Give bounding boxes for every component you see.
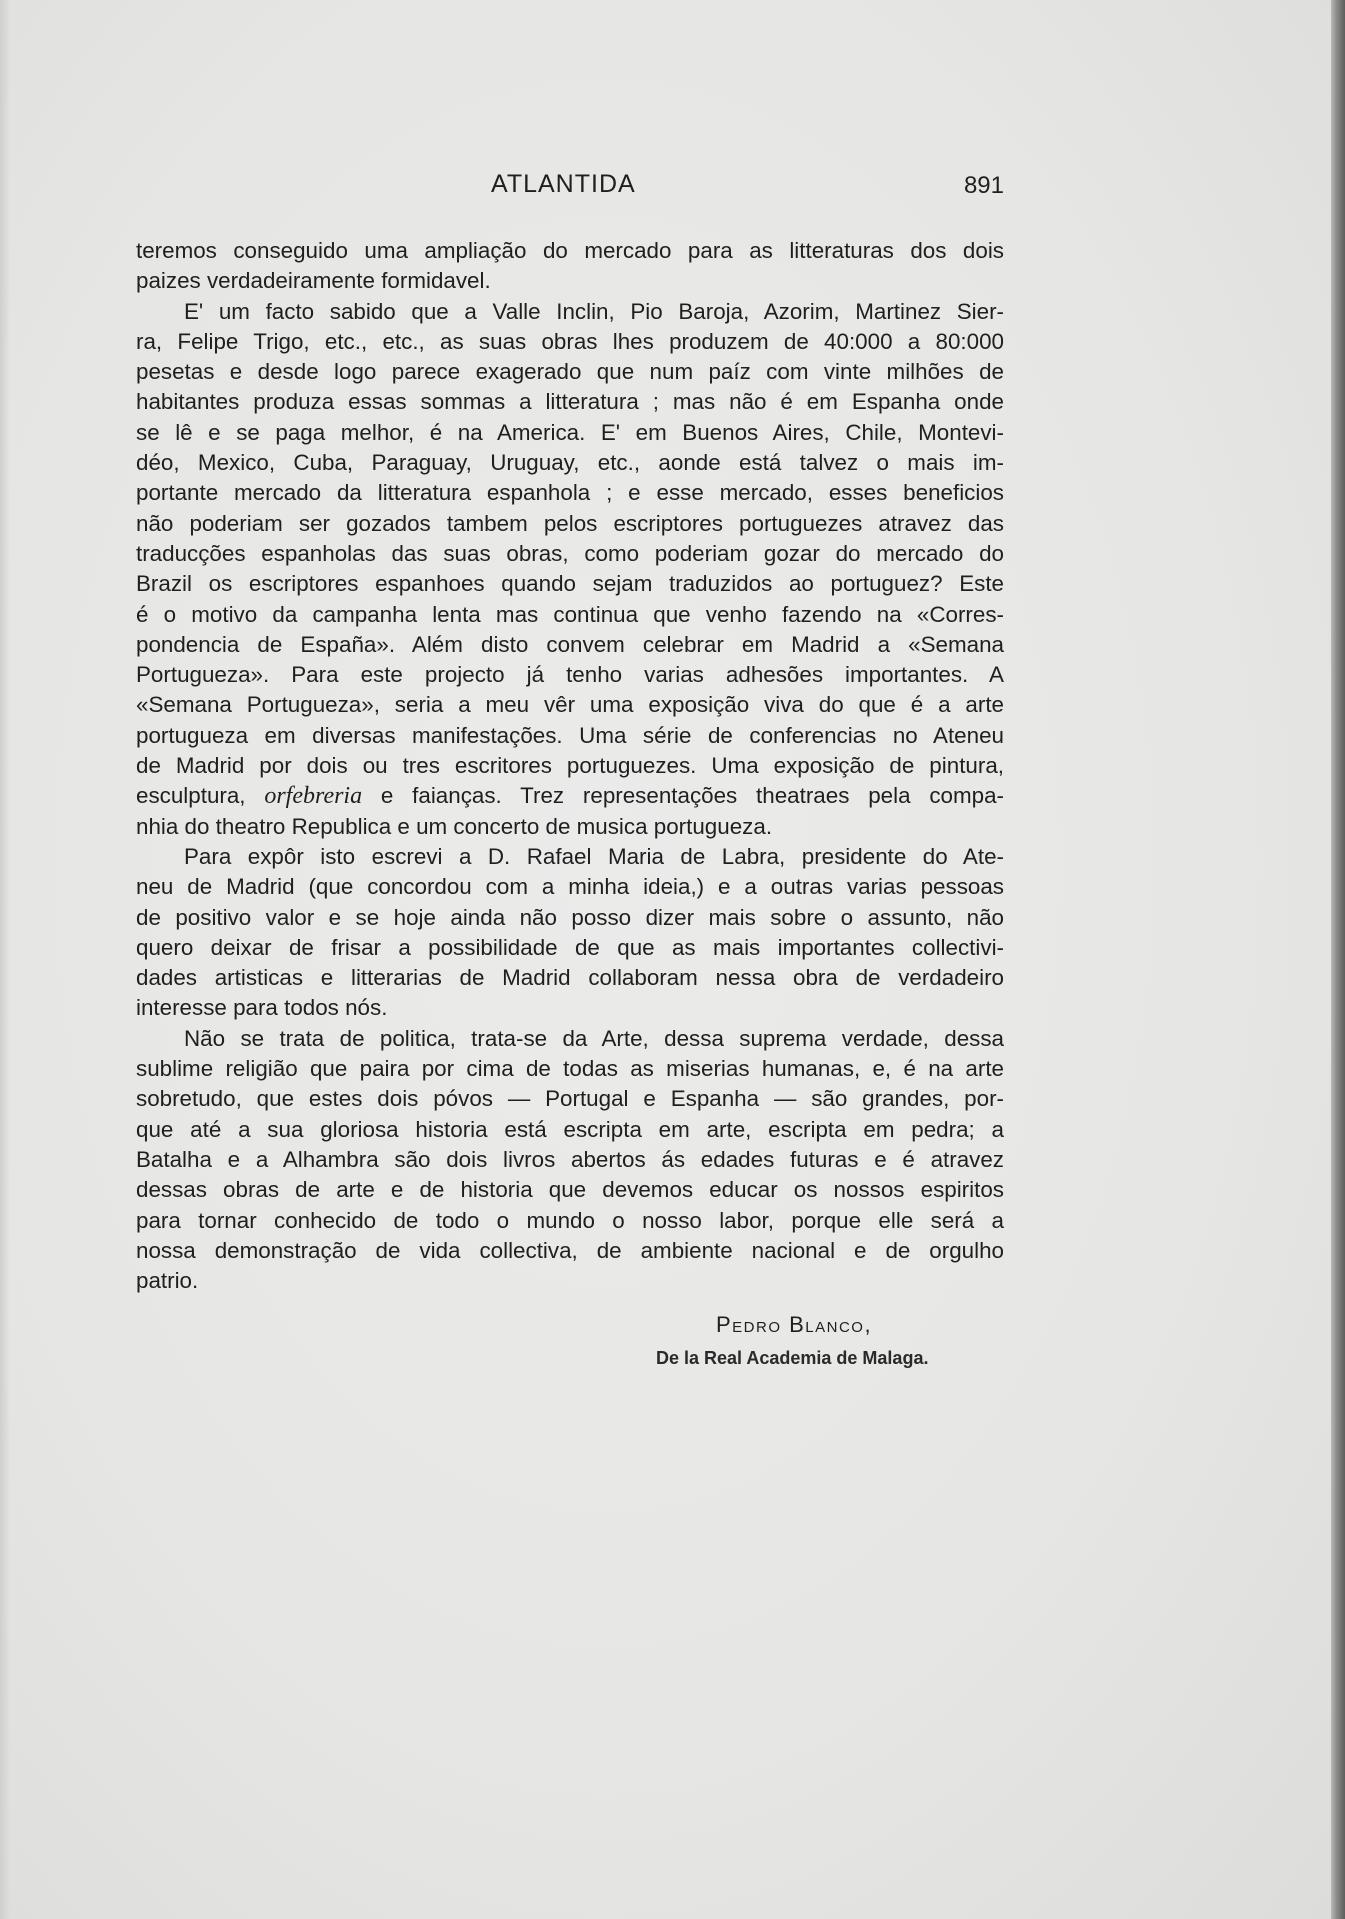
text-line: de Madrid por dois ou tres escritores portuguezes. Uma exposição de pintura, [136, 753, 1004, 779]
text-line: dessas obras de arte e de historia que devemos educar os nossos espiritos [136, 1177, 1004, 1203]
text-line: pesetas e desde logo parece exagerado que num paíz com vinte milhões de [136, 359, 1004, 385]
text-segment: esculptura, [136, 783, 265, 809]
text-line: pondencia de España». Além disto convem celebrar em Madrid a «Semana [136, 631, 1004, 657]
running-header [136, 170, 1004, 206]
text-line: neu de Madrid (que concordou com a minha ideia,) e a outras varias pessoas [136, 874, 1004, 900]
text-line: habitantes produza essas sommas a litteratura ; mas não é em Espanha onde [136, 389, 1004, 415]
text-segment: e faianças. Trez representações theatraes pela compa- [362, 783, 1004, 809]
author-affiliation: De la Real Academia de Malaga. [656, 1348, 929, 1368]
text-line: patrio. [136, 1268, 199, 1294]
text-line: nossa demonstração de vida collectiva, de ambiente nacional e de orgulho [136, 1237, 1004, 1263]
text-line [136, 781, 1004, 811]
page-number: 891 [963, 172, 1004, 199]
text-line: E' um facto sabido que a Valle Inclin, Pio Baroja, Azorim, Martinez Sier- [184, 298, 1004, 324]
text-line: é o motivo da campanha lenta mas continua que venho fazendo na «Corres- [136, 601, 1004, 627]
text-line: «Semana Portugueza», seria a meu vêr uma exposição viva do que é a arte [136, 692, 1004, 718]
page-gutter-shadow [0, 0, 10, 1919]
text-line: para tornar conhecido de todo o mundo o nosso labor, porque elle será a [136, 1207, 1004, 1233]
text-line: que até a sua gloriosa historia está escripta em arte, escripta em pedra; a [136, 1116, 1004, 1142]
text-line: traducções espanholas das suas obras, como poderiam gozar do mercado do [136, 540, 1004, 566]
text-line: de positivo valor e se hoje ainda não posso dizer mais sobre o assunto, não [136, 904, 1004, 930]
text-line: dades artisticas e litterarias de Madrid collaboram nessa obra de verdadeiro [136, 965, 1004, 991]
text-line: ra, Felipe Trigo, etc., etc., as suas obras lhes produzem de 40:000 a 80:000 [136, 328, 1004, 354]
text-line: Portugueza». Para este projecto já tenho varias adhesões importantes. A [136, 662, 1004, 688]
text-line: nhia do theatro Republica e um concerto de musica portugueza. [136, 813, 773, 839]
text-line: não poderiam ser gozados tambem pelos escriptores portuguezes atravez das [136, 510, 1004, 536]
article-body [136, 236, 1004, 1296]
text-line: sobretudo, que estes dois póvos — Portugal e Espanha — são grandes, por- [136, 1086, 1004, 1112]
text-line: paizes verdadeiramente formidavel. [136, 268, 491, 294]
text-line: Batalha e a Alhambra são dois livros abertos ás edades futuras e é atravez [136, 1146, 1004, 1172]
text-line: teremos conseguido uma ampliação do mercado para as litteraturas dos dois [136, 238, 1004, 263]
text-line: Não se trata de politica, trata-se da Arte, dessa suprema verdade, dessa [184, 1025, 1004, 1051]
text-line: Para expôr isto escrevi a D. Rafael Maria de Labra, presidente do Ate- [184, 843, 1004, 869]
text-line: déo, Mexico, Cuba, Paraguay, Uruguay, etc., aonde está talvez o mais im- [136, 450, 1004, 476]
italic-word: orfebreria [264, 783, 363, 810]
text-line: sublime religião que paira por cima de todas as miserias humanas, e, é na arte [136, 1056, 1004, 1082]
text-line: Brazil os escriptores espanhoes quando sejam traduzidos ao portuguez? Este [136, 571, 1004, 597]
text-line: portante mercado da litteratura espanhola ; e esse mercado, esses beneficios [136, 480, 1004, 506]
text-line: portugueza em diversas manifestações. Uma série de conferencias no Ateneu [136, 722, 1004, 748]
text-line: quero deixar de frisar a possibilidade de que as mais importantes collectivi- [136, 934, 1004, 960]
running-title: ATLANTIDA [491, 170, 636, 198]
text-line: se lê e se paga melhor, é na America. E' em Buenos Aires, Chile, Montevi- [136, 419, 1004, 445]
author-signature: Pedro Blanco, [716, 1312, 873, 1337]
text-line: interesse para todos nós. [136, 995, 388, 1021]
page-edge [1331, 0, 1345, 1919]
